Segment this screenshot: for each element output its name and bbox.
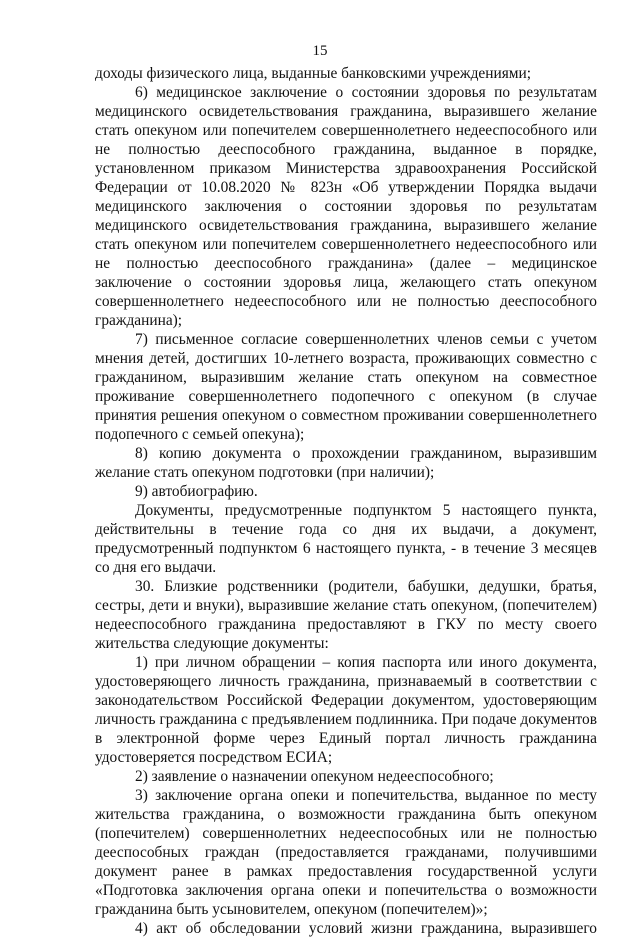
paragraph-item-9-autobiography: 9) автобиографию. xyxy=(135,483,258,500)
paragraph-documents-validity: Документы, предусмотренные подпунктом 5 настоящего пункта, действительны в течение года со дня их выдачи, а документ, предусмотренный подпунктом 6 настоящего пункта, - в течение 3 месяцев со дня его выдачи. xyxy=(95,502,597,576)
paragraph-item-2-application: 2) заявление о назначении опекуном недееспособного; xyxy=(135,768,494,785)
paragraph-item-7-family-consent: 7) письменное согласие совершеннолетних членов семьи с учетом мнения детей, достигших 10-летнего возраста, проживающих совместно с гражданином, выразившим желание стать опекуном на совместное проживание совершеннолетнего подопечного с опекуном (в случае принятия решения опекуном о совместном проживании совершеннолетнего подопечного с семьей опекуна); xyxy=(95,331,597,443)
document-body xyxy=(95,64,597,938)
page-number: 15 xyxy=(312,43,328,59)
paragraph-item-8-training-copy: 8) копию документа о прохождении гражданином, выразившим желание стать опекуном подготовки (при наличии); xyxy=(95,445,597,481)
paragraph-section-30: 30. Близкие родственники (родители, бабушки, дедушки, братья, сестры, дети и внуки), выразившие желание стать опекуном, (попечителем) недееспособного гражданина предоставляют в ГКУ по месту своего жительства следующие документы: xyxy=(95,578,597,652)
paragraph-item-4-living-conditions-act: 4) акт об обследовании условий жизни гражданина, выразившего xyxy=(135,920,597,937)
paragraph-item-3-guardianship-conclusion: 3) заключение органа опеки и попечительства, выданное по месту жительства гражданина, о возможности гражданина быть опекуном (попечителем) совершеннолетних недееспособных или не полностью дееспособных граждан (предоставляется гражданами, получившими документ ранее в рамках предоставления государственной услуги «Подготовка заключения органа опеки и попечительства о возможности гражданина быть усыновителем, опекуном (попечителем)»; xyxy=(95,787,597,918)
paragraph-income-continuation: доходы физического лица, выданные банковскими учреждениями; xyxy=(95,65,532,82)
paragraph-item-1-passport: 1) при личном обращении – копия паспорта или иного документа, удостоверяющего личность гражданина, признаваемый в соответствии с законодательством Российской Федерации документом, удостоверяющим личность гражданина с предъявлением подлинника. При подаче документов в электронной форме через Единый портал личность гражданина удостоверяется посредством ЕСИА; xyxy=(95,654,597,766)
paragraph-item-6-medical-conclusion: 6) медицинское заключение о состоянии здоровья по результатам медицинского освидетельствования гражданина, выразившего желание стать опекуном или попечителем совершеннолетнего недееспособного или не полностью дееспособного гражданина, выданное в порядке, установленном приказом Министерства здравоохранения Российской Федерации от 10.08.2020 № 823н «Об утверждении Порядка выдачи медицинского заключения о состоянии здоровья по результатам медицинского освидетельствования гражданина, выразившего желание стать опекуном или попечителем совершеннолетнего недееспособного или не полностью дееспособного гражданина» (далее – медицинское заключение о состоянии здоровья лица, желающего стать опекуном совершеннолетнего недееспособного или не полностью дееспособного гражданина); xyxy=(95,84,597,329)
